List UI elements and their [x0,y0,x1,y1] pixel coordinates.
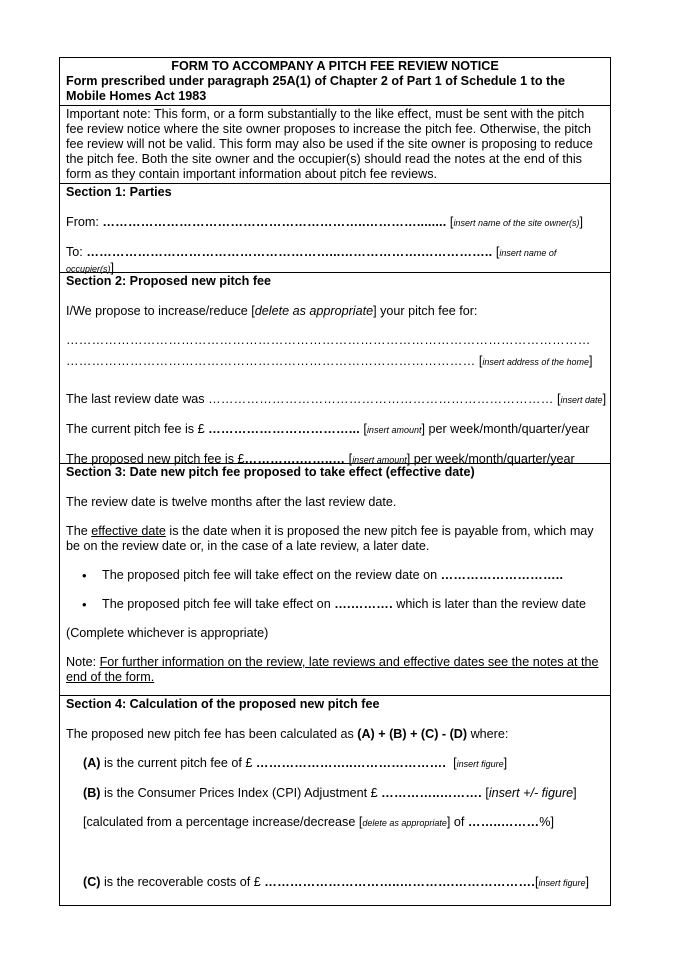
propose-line [66,304,604,319]
proposed-fee-period: per week/month/quarter/year [413,452,575,466]
bullet-review-date [66,568,604,583]
component-a-line: (A) is the current pitch fee of £ …………………..…………………. [insert figure] [83,756,508,770]
address-line-2: …………………………………………………………………………………… [insert address of the home] [66,354,593,368]
component-b-text: is the Consumer Prices Index (CPI) Adjustment £ [103,786,378,800]
from-field[interactable]: ……………………………………………………..…………........ [102,215,447,229]
bullet-later-date [66,597,604,612]
section-2-heading: Section 2: Proposed new pitch fee [66,274,272,288]
proposed-fee-line: The proposed new pitch fee is £………….……..… [insert amount] per week/month/quarter/year [66,452,575,466]
last-review-hint: insert date [560,395,603,405]
section-1-heading: Section 1: Parties [66,185,172,199]
component-c-hint: insert figure [538,878,586,888]
bullet2-text-pre: The proposed pitch fee will take effect on [102,597,331,611]
component-a-label: (A) [83,756,101,770]
calc-intro [66,727,604,742]
to-label: To: [66,245,83,259]
cpi-percentage-line [66,815,604,831]
note-text: For further information on the review, late reviews and effective dates see the notes at the end of the form. [66,655,599,684]
current-fee-field[interactable]: ……………………………... [208,422,360,436]
section-4-heading: Section 4: Calculation of the proposed new pitch fee [66,697,380,711]
component-b-field[interactable]: …………..………. [381,786,482,800]
pitch-fee-review-form [59,57,611,906]
to-line: To: …………………………………………………...……………….…………….. [insert name of occupier(s)] [66,245,557,275]
last-review-field[interactable]: ……………………………………………………………………… [208,392,554,406]
effective-date-paragraph [66,524,604,554]
complete-instruction: (Complete whichever is appropriate) [66,626,269,640]
effective-pre: The [66,524,88,538]
from-line: From: ……………………………………………………..…………........ [insert name of the site owner(s)] [66,215,583,229]
section-4-calculation [60,695,610,905]
current-fee-hint: insert amount [366,425,422,435]
form-title: FORM TO ACCOMPANY A PITCH FEE REVIEW NOTICE [171,59,499,73]
component-b-hint: insert +/- figure [488,786,574,800]
last-review-label: The last review date was [66,392,205,406]
bullet2-field[interactable]: ….………. [334,597,393,611]
from-label: From: [66,215,99,229]
current-fee-line: The current pitch fee is £ ……………………………... [insert amount] per week/month/quarter/year [66,422,590,436]
note-label: Note: [66,655,97,669]
proposed-fee-label: The proposed new pitch fee is £ [66,452,245,466]
cpi-pct-pre: [calculated from a percentage increase/decrease [ [83,815,363,829]
cpi-pct-post: %] [539,815,554,829]
propose-delete-hint: delete as appropriate [254,304,374,318]
address-hint: insert address of the home [482,357,589,367]
form-header [60,58,610,105]
calc-formula: (A) + (B) + (C) - (D) [357,727,468,741]
note-paragraph [66,655,604,685]
effective-post: is the date when it is proposed the new pitch fee is payable from, which may be on the review date or, in the case of a late review, a later date. [66,524,594,553]
component-c-label: (C) [83,875,101,889]
cpi-pct-field[interactable]: ……..……… [467,815,540,829]
section-3-heading: Section 3: Date new pitch fee proposed to take effect (effective date) [66,465,475,479]
component-c-field[interactable]: …………………………..………….………………. [264,875,535,889]
address-line-1[interactable]: …………………………………………………………………………………………………………… [66,333,591,347]
to-hint: insert name of occupier(s) [66,248,557,274]
section-1-parties [60,183,610,275]
important-note-section [60,105,610,183]
address-field-2[interactable]: …………………………………………………………………………………… [66,354,476,368]
proposed-fee-hint: insert amount [352,455,407,465]
bullet2-text-post: which is later than the review date [396,597,586,611]
cpi-pct-mid: ] of [446,815,465,829]
from-hint: insert name of the site owner(s) [453,218,580,228]
to-field[interactable]: …………………………………………………...……………….…………….. [86,245,493,259]
effective-date-term: effective date [91,524,166,538]
propose-text-post: ] your pitch fee for: [373,304,478,318]
last-review-line: The last review date was ……………………………………………………………………… [insert date] [66,392,607,406]
calc-intro-post: where: [470,727,509,741]
bullet1-text: The proposed pitch fee will take effect on the review date on [102,568,438,582]
section-2-proposed-fee [60,272,610,466]
component-c-line: (C) is the recoverable costs of £ …………………………..………….……………….[insert figure] [83,875,589,889]
calc-intro-pre: The proposed new pitch fee has been calculated as [66,727,354,741]
current-fee-label: The current pitch fee is £ [66,422,205,436]
component-b-line: (B) is the Consumer Prices Index (CPI) Adjustment £ …………..………. [insert +/- figure] [83,786,577,800]
propose-text-pre: I/We propose to increase/reduce [ [66,304,255,318]
form-subtitle: Form prescribed under paragraph 25A(1) of Chapter 2 of Part 1 of Schedule 1 to the Mobile Homes Act 1983 [66,74,565,103]
important-note-text: Important note: This form, or a form substantially to the like effect, must be sent with the pitch fee review notice where the site owner proposes to increase the pitch fee. Otherwise, the pitch fee review will not be valid. This form may also be used if the site owner is proposing to reduce the pitch fee. Both the site owner and the occupier(s) should read the notes at the end of this form as they contain important information about pitch fee reviews. [66,107,593,181]
component-a-hint: insert figure [456,759,504,769]
component-c-text: is the recoverable costs of £ [103,875,261,889]
component-a-text: is the current pitch fee of £ [103,756,253,770]
current-fee-period: per week/month/quarter/year [428,422,590,436]
component-b-label: (B) [83,786,101,800]
bullet1-field[interactable]: ……………………….. [440,568,564,582]
cpi-pct-hint: delete as appropriate [362,818,447,828]
component-a-field[interactable]: …………………..…………………. [255,756,447,770]
proposed-fee-field[interactable]: ………….……..… [244,452,346,466]
review-date-text: The review date is twelve months after the last review date. [66,495,397,509]
section-3-effective-date [60,463,610,695]
